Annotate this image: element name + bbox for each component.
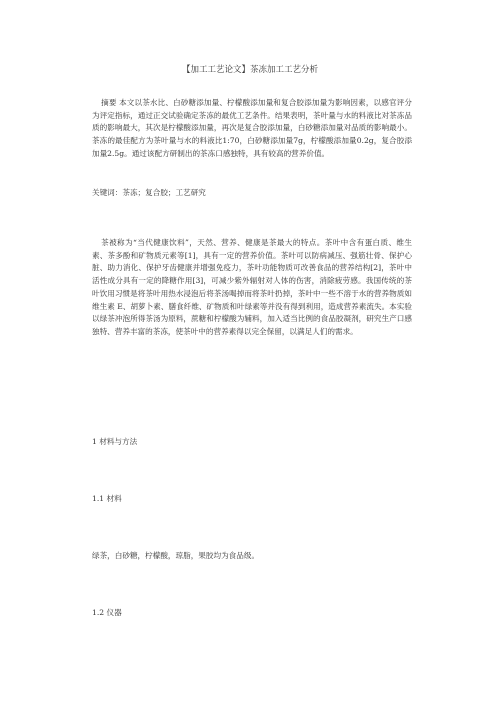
abstract-text: 摘要 本文以茶水比、白砂糖添加量、柠檬酸添加量和复合胶添加量为影响因素，以感官评分为评定指标，通过正交试验确定茶冻的最优工艺条件。结果表明，茶叶量与水的料液比对茶冻品质的影响最大，其次是柠檬酸添加量，再次是复合胶添加量，白砂糖添加量对品质的影响最小。茶冻的最佳配方为茶叶量与水的料液比1:70，白砂糖添加量7g，柠檬酸添加量0.2g，复合胶添加量2.5g。通过该配方研制出的茶冻口感独特，具有较高的营养价值。 xyxy=(92,98,412,158)
abstract-paragraph xyxy=(92,97,412,161)
materials-text: 绿茶，白砂糖，柠檬酸，琼脂，果胶均为食品级。 xyxy=(92,551,260,560)
page-title: 【加工工艺论文】茶冻加工工艺分析 xyxy=(181,65,318,75)
subsection-heading-materials: 1.1 材料 xyxy=(92,494,122,503)
section-heading-materials-methods: 1 材料与方法 xyxy=(92,437,138,446)
intro-paragraph xyxy=(92,237,412,339)
keywords-line xyxy=(92,187,412,200)
intro-text: 茶被称为“当代健康饮料”，天然、营养、健康是茶最大的特点。茶叶中含有蛋白质、维生素、茶多酚和矿物质元素等[1]，具有一定的营养价值。茶叶可以防病减压、强筋壮骨、保护心脏、助力消化、保护牙齿健康并增强免疫力，茶叶功能物质可改善食品的营养结构[2]，茶叶中活性成分具有一定的降糖作用[3]，可减少紫外辐射对人体的伤害，消除疲劳感。我国传统的茶叶饮用习惯是将茶叶用热水浸泡后将茶汤喝掉而将茶叶扔掉，茶叶中一些不溶于水的营养物质如维生素 E、胡萝卜素、膳食纤维、矿物质和叶绿素等并没有得到利用，造成营养素流失。本实验以绿茶冲泡所得茶汤为原料，蔗糖和柠檬酸为辅料，加入适当比例的食品胶凝剂，研究生产口感独特、营养丰富的茶冻，使茶叶中的营养素得以完全保留，以满足人们的需求。 xyxy=(92,238,412,336)
keywords-text: 关键词：茶冻；复合胶；工艺研究 xyxy=(92,188,206,197)
subsection-heading-instruments: 1.2 仪器 xyxy=(92,608,122,617)
